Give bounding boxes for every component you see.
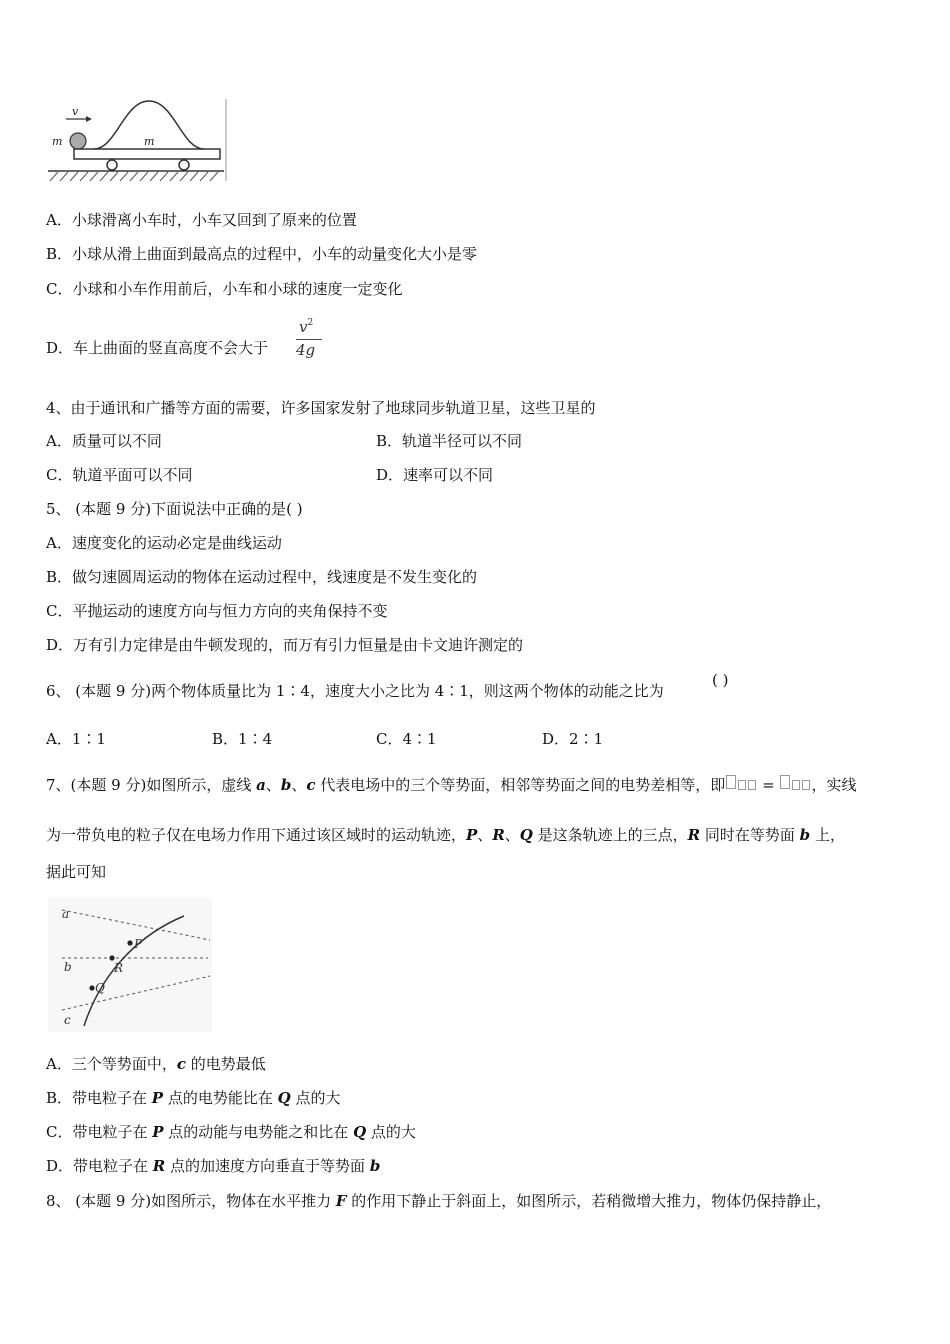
- q7-c-var-q: Q: [353, 1123, 367, 1141]
- ground-hatch: [50, 172, 218, 181]
- q7-var-b: b: [280, 776, 292, 794]
- q7-option-b: [46, 1088, 340, 1108]
- q7-line2-mid2: 同时在等势面: [700, 826, 800, 844]
- q3-option-b: B．小球从滑上曲面到最高点的过程中，小车的动量变化大小是零: [46, 245, 478, 263]
- q7-option-c: [46, 1122, 416, 1142]
- q7-point-p: P: [466, 826, 478, 844]
- q6-answer-paren: ( ): [712, 671, 729, 689]
- figure-background: [48, 898, 212, 1032]
- q4-option-c: C．轨道平面可以不同: [46, 466, 193, 484]
- q5-option-b: B．做匀速圆周运动的物体在运动过程中，线速度是不发生变化的: [46, 568, 478, 586]
- q5-option-c: C．平抛运动的速度方向与恒力方向的夹角保持不变: [46, 602, 388, 620]
- formula-placeholder-glyph: [738, 780, 746, 790]
- q7-c-pre: C．带电粒子在: [46, 1123, 153, 1141]
- q6-option-d: D．2∶1: [542, 730, 604, 748]
- q7-var-a: a: [256, 776, 266, 794]
- q7-line2: 为一带负电的粒子仅在电场力作用下通过该区域时的运动轨迹，P、R、Q 是这条轨迹上的三点，R 同时在等势面 b 上，: [46, 826, 845, 844]
- fraction-numerator: [299, 318, 313, 336]
- q6-stem: 6、 (本题 9 分)两个物体质量比为 1∶4，速度大小之比为 4∶1，则这两个物体的动能之比为: [46, 682, 664, 700]
- ball: [70, 133, 86, 149]
- q7-b-var-q: Q: [277, 1089, 291, 1107]
- q7-var-c: c: [306, 776, 316, 794]
- velocity-label: v: [72, 105, 79, 118]
- q5-stem: 5、 (本题 9 分)下面说法中正确的是( ): [46, 500, 303, 518]
- q3-option-d: D．车上曲面的竖直高度不会大于: [46, 339, 269, 357]
- q3-option-d-fraction: [296, 316, 324, 362]
- q7-d-post: 点的加速度方向垂直于等势面: [165, 1157, 370, 1175]
- q6-option-b: B．1∶4: [212, 730, 273, 748]
- label-q: Q: [95, 981, 105, 995]
- q7-point-r2: R: [687, 826, 701, 844]
- figure-equipotential: [48, 898, 212, 1032]
- q6-option-a: A．1∶1: [46, 730, 106, 748]
- q7-b-mid: 点的电势能比在: [163, 1089, 278, 1107]
- formula-placeholder-glyph: [792, 780, 800, 790]
- q7-b-var-p: P: [151, 1089, 164, 1107]
- cart-mass-label: m: [144, 135, 155, 148]
- q7-b-pre: B．带电粒子在: [46, 1089, 152, 1107]
- q8-stem: [46, 1191, 831, 1211]
- q3-option-a: A．小球滑离小车时，小车又回到了原来的位置: [46, 211, 357, 229]
- formula-placeholder-glyph: [748, 780, 756, 790]
- q7-option-a: [46, 1054, 266, 1074]
- point-r-dot: [109, 955, 114, 960]
- q7-line3: 据此可知: [46, 863, 107, 881]
- cart-body: [74, 149, 220, 159]
- q4-option-a: A．质量可以不同: [46, 432, 162, 450]
- label-p: P: [134, 937, 143, 951]
- point-q-dot: [89, 985, 94, 990]
- q7-d-pre: D．带电粒子在: [46, 1157, 153, 1175]
- q7-var-b2: b: [799, 826, 811, 844]
- formula-placeholder-glyph: [726, 775, 736, 789]
- q8-var-f: F: [335, 1192, 347, 1210]
- q7-line2-end: 上，: [810, 826, 845, 844]
- q7-b-post: 点的大: [290, 1089, 341, 1107]
- q4-option-d: D．速率可以不同: [376, 466, 494, 484]
- q7-a-pre: A．三个等势面中，: [46, 1055, 177, 1073]
- q7-point-q: Q: [519, 826, 533, 844]
- q7-line2-mid: 是这条轨迹上的三点，: [532, 826, 688, 844]
- ball-mass-label: m: [52, 135, 63, 148]
- fraction-denominator: 4g: [296, 341, 316, 359]
- label-b: b: [64, 960, 72, 974]
- fraction-bar: [296, 339, 322, 340]
- label-a: a: [62, 907, 70, 921]
- q7-d-var-b: b: [369, 1157, 381, 1175]
- q4-option-b: B．轨道半径可以不同: [376, 432, 523, 450]
- q7-sep2: 、: [291, 776, 307, 794]
- q7-c-post: 点的大: [366, 1123, 416, 1141]
- q6-option-c: C．4∶1: [376, 730, 437, 748]
- q7-option-d: [46, 1156, 380, 1176]
- q5-option-d: D．万有引力定律是由牛顿发现的，而万有引力恒量是由卡文迪许测定的: [46, 636, 524, 654]
- q7-line2-text: 为一带负电的粒子仅在电场力作用下通过该区域时的运动轨迹，: [46, 826, 467, 844]
- q5-option-a: A．速度变化的运动必定是曲线运动: [46, 534, 282, 552]
- q7-line1: [46, 775, 856, 795]
- q7-a-var-c: c: [176, 1055, 186, 1073]
- q8-stem-pre: 8、 (本题 9 分)如图所示，物体在水平推力: [46, 1192, 336, 1210]
- label-r: R: [114, 961, 124, 975]
- q7-line1-pre: 7、(本题 9 分)如图所示，虚线: [46, 776, 257, 794]
- q7-point-r: R: [492, 826, 505, 844]
- q7-equals: =: [762, 776, 775, 794]
- q3-option-c: C．小球和小车作用前后，小车和小球的速度一定变化: [46, 280, 403, 298]
- fraction-numerator-exponent: 2: [307, 318, 314, 328]
- formula-placeholder-glyph: [780, 775, 790, 789]
- q7-line1-end: ，实线: [811, 776, 857, 794]
- q4-stem: 4、由于通讯和广播等方面的需要，许多国家发射了地球同步轨道卫星，这些卫星的: [46, 399, 596, 417]
- q7-c-var-p: P: [152, 1123, 164, 1141]
- q7-a-post: 的电势最低: [185, 1055, 266, 1073]
- cart-wheel-left: [107, 160, 117, 170]
- q7-d-var-r: R: [152, 1157, 166, 1175]
- q7-c-mid: 点的动能与电势能之和比在: [163, 1123, 354, 1141]
- velocity-arrowhead: [86, 116, 92, 122]
- q7-line1-post: 代表电场中的三个等势面，相邻等势面之间的电势差相等，即: [315, 776, 726, 794]
- label-c: c: [64, 1013, 71, 1027]
- formula-placeholder-glyph: [802, 780, 810, 790]
- q7-sep1: 、: [265, 776, 281, 794]
- point-p-dot: [127, 940, 132, 945]
- q8-stem-post: 的作用下静止于斜面上，如图所示，若稍微增大推力，物体仍保持静止，: [346, 1192, 832, 1210]
- cart-wheel-right: [179, 160, 189, 170]
- figure-ball-cart: [44, 97, 230, 183]
- fraction-numerator-v: v: [299, 318, 308, 336]
